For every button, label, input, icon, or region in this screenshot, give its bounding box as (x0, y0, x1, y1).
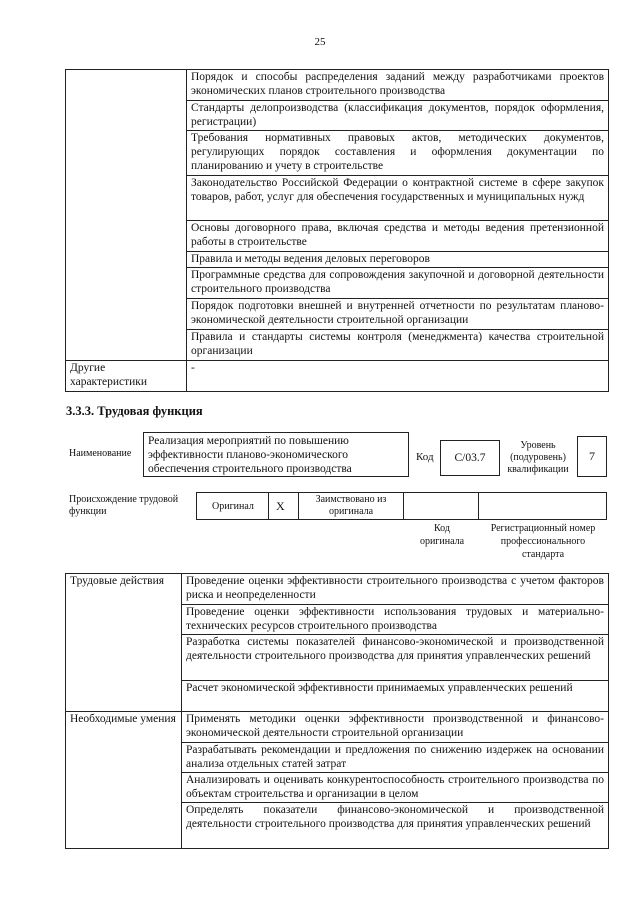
knowledge-row: Порядок подготовки внешней и внутренней отчетности по результатам планово-экономической деятельности строительной организации (187, 299, 609, 330)
skill-row: Применять методики оценки эффективности производственной и финансово-экономической деятельности строительной организации (182, 712, 609, 743)
origin-divider (478, 492, 479, 520)
function-name-box: Реализация мероприятий по повышению эффективности планово-экономического обеспечения строительного производства (143, 432, 409, 477)
knowledge-row: Порядок и способы распределения заданий между разработчиками проектов экономических планов строительного производства (187, 70, 609, 101)
knowledge-row: Законодательство Российской Федерации о контрактной системе в сфере закупок товаров, работ, услуг для обеспечения государственных и муниципальных нужд (187, 176, 609, 221)
required-skills-label: Необходимые умения (66, 712, 182, 849)
labor-action-row: Расчет экономической эффективности принимаемых управленческих решений (182, 681, 609, 712)
labor-action-row: Проведение оценки эффективности использования трудовых и материально-технических ресурсов строительного производства (182, 605, 609, 635)
borrowed-label: Заимствовано из оригинала (315, 494, 387, 517)
code-box: С/03.7 (440, 440, 500, 476)
skill-row: Определять показатели финансово-экономической и производственной деятельности строительного производства для принятия управленческих решений (182, 803, 609, 849)
section-heading: 3.3.3. Трудовая функция (66, 404, 203, 418)
skill-row: Анализировать и оценивать конкурентоспособность строительного производства по объектам строительства и организации в целом (182, 773, 609, 803)
labor-functions-table (65, 573, 609, 849)
knowledge-row: Программные средства для сопровождения закупочной и договорной деятельности строительного производства (187, 268, 609, 299)
original-mark: X (276, 499, 285, 513)
page-number: 25 (314, 36, 326, 48)
labor-action-row: Проведение оценки эффективности строительного производства с учетом факторов риска и неопределенности (182, 574, 609, 605)
origin-box (196, 492, 607, 520)
labor-action-row: Разработка системы показателей финансово-экономической и производственной деятельности строительного производства для принятия управленческих решений (182, 635, 609, 681)
name-label: Наименование (69, 448, 132, 459)
origin-divider (268, 492, 269, 520)
knowledge-row: Основы договорного права, включая средства и методы ведения претензионной работы в строительстве (187, 221, 609, 252)
level-label: Уровень (подуровень) квалификации (507, 440, 569, 475)
code-original-caption: Код оригинала (419, 523, 465, 547)
knowledge-table (65, 69, 609, 392)
skill-row: Разрабатывать рекомендации и предложения по снижению издержек на основании анализа отдельных статей затрат (182, 743, 609, 773)
code-label: Код (416, 451, 434, 463)
knowledge-row: Правила и методы ведения деловых переговоров (187, 252, 609, 268)
origin-divider (298, 492, 299, 520)
registration-number-caption: Регистрационный номер профессионального стандарта (490, 523, 596, 560)
origin-divider (403, 492, 404, 520)
knowledge-row: Правила и стандарты системы контроля (менеджмента) качества строительной организации (187, 330, 609, 361)
other-characteristics-label: Другие характеристики (66, 361, 187, 392)
original-label: Оригинал (212, 501, 254, 512)
level-box: 7 (577, 436, 607, 477)
other-characteristics-value: - (187, 361, 609, 392)
origin-label: Происхождение трудовой функции (69, 494, 179, 517)
knowledge-row: Требования нормативных правовых актов, методических документов, регулирующих порядок составления и оформления документации по планированию и учету в строительстве (187, 131, 609, 176)
knowledge-row: Стандарты делопроизводства (классификация документов, порядок оформления, регистрации) (187, 101, 609, 131)
knowledge-label-cell (66, 70, 187, 361)
labor-actions-label: Трудовые действия (66, 574, 182, 712)
